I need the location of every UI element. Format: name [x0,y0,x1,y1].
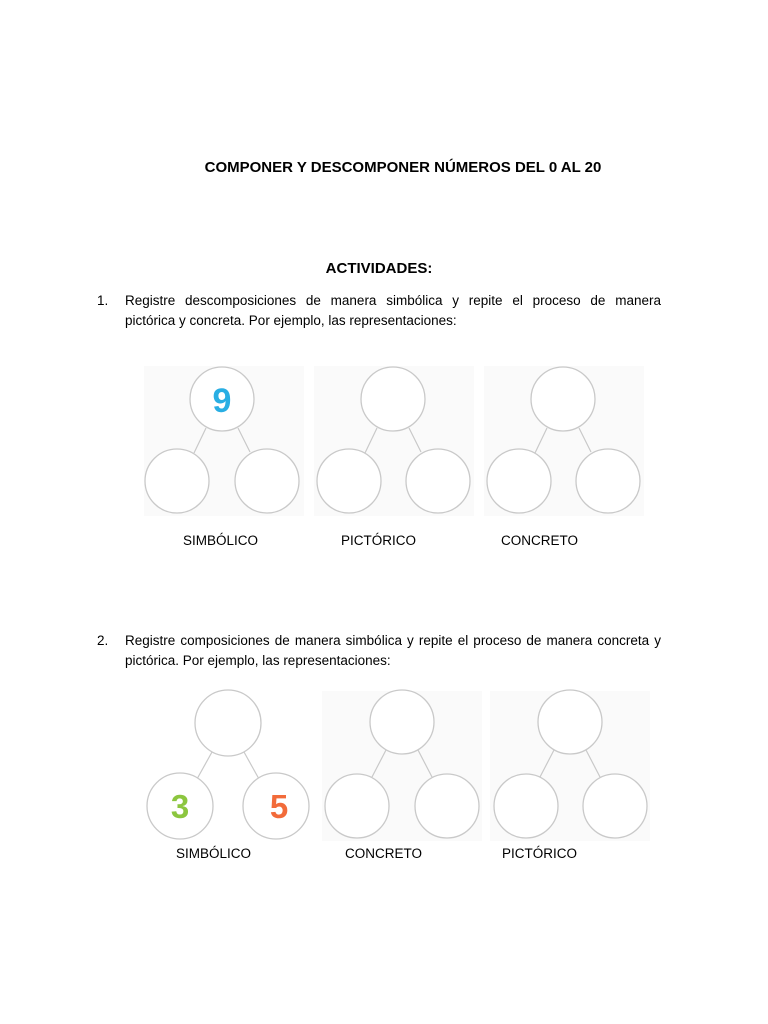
activity-text-line-2: pictórica. Por ejemplo, las representaciones: [125,653,391,668]
activity-text-line-2: pictórica y concreta. Por ejemplo, las representaciones: [125,313,457,328]
diagram-caption: CONCRETO [501,533,579,548]
section-heading: ACTIVIDADES: [325,260,433,277]
diagram-caption: SIMBÓLICO [183,533,259,548]
page-title: COMPONER Y DESCOMPONER NÚMEROS DEL 0 AL 20 [204,159,602,176]
top-circle [538,690,602,754]
top-circle [370,690,434,754]
activity-number: 1. [97,293,109,308]
activity-text-line-1: Registre composiciones de manera simbólica y repite el proceso de manera concreta y [125,633,661,648]
left-circle [494,774,558,838]
activity-text-line-1: Registre descomposiciones de manera simbólica y repite el proceso de manera [125,293,661,308]
right-circle [583,774,647,838]
number-five: 5 [269,788,289,825]
diagram-caption: SIMBÓLICO [176,846,252,861]
top-circle [195,690,261,756]
right-circle [415,774,479,838]
number-three: 3 [170,788,190,825]
left-circle [325,774,389,838]
activity-number: 2. [97,633,109,648]
diagram-caption: PICTÓRICO [502,846,578,861]
diagram-caption: PICTÓRICO [341,533,417,548]
number-nine: 9 [212,382,232,420]
diagram-caption: CONCRETO [345,846,423,861]
